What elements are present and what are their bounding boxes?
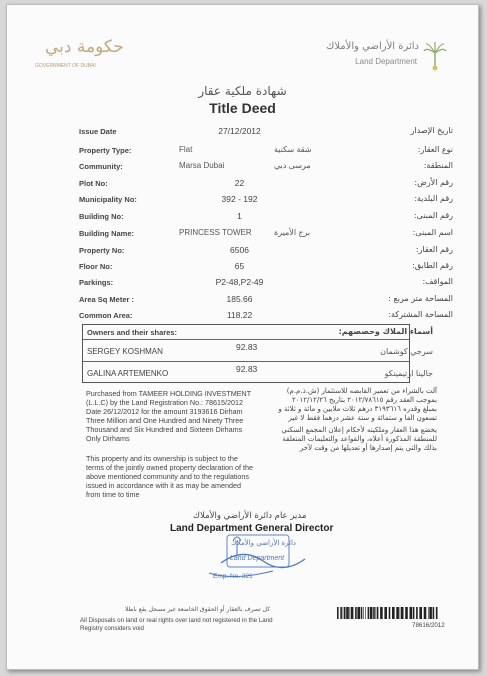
owner-share: 92.83 [236, 342, 258, 352]
owners-box [82, 324, 433, 383]
land-department-logo [307, 39, 457, 79]
field-row [79, 227, 453, 241]
barcode-bar [384, 607, 387, 619]
field-value: P2-48,P2-49 [215, 277, 264, 287]
field-value: 27/12/2012 [218, 126, 261, 136]
owners-divider [83, 339, 409, 340]
barcode-bar [401, 607, 404, 619]
owner-name: GALINA ARTEMENKO [87, 369, 169, 378]
field-row [79, 210, 453, 224]
barcode-bar [413, 607, 415, 619]
field-value: Flat [179, 145, 193, 154]
page-title: Title Deed [209, 100, 276, 116]
field-label-arabic: المساحة المشتركة: [388, 310, 453, 319]
barcode-bar [377, 607, 379, 619]
barcode-bar [405, 607, 408, 619]
director-title: Land Department General Director [170, 523, 334, 534]
field-row [79, 244, 453, 258]
barcode-bar [389, 607, 391, 619]
barcode-bar [416, 607, 418, 619]
subject-statement: This property and its ownership is subject to the terms of the jointly owned property declaration of the above mentioned community and to the regulations issued in accordance with it as may be amended from time to time [86, 454, 254, 499]
barcode-bar [380, 607, 383, 619]
field-label-arabic: رقم العقار: [415, 245, 453, 254]
logo-subtitle: GOVERNMENT OF DUBAI [35, 63, 96, 69]
barcode-bar [410, 607, 413, 619]
field-label-arabic: رقم المبنى: [413, 211, 453, 220]
field-row [79, 177, 453, 191]
field-label: Common Area: [79, 311, 133, 320]
barcode-bar [363, 607, 364, 619]
field-row [79, 125, 453, 139]
barcode-bar [424, 607, 427, 619]
barcode-icon [337, 607, 439, 619]
barcode-bar [376, 607, 377, 619]
land-department-english: Land Department [355, 57, 417, 66]
barcode-bar [340, 607, 342, 619]
field-label-arabic: رقم الطابق: [412, 261, 453, 270]
field-label: Property Type: [79, 146, 132, 155]
field-value: PRINCESS TOWER [179, 228, 252, 237]
field-label: Municipality No: [79, 195, 137, 204]
field-value: 65 [234, 261, 245, 271]
field-label: Building Name: [79, 229, 135, 238]
barcode-bar [433, 607, 435, 619]
owners-divider [83, 361, 409, 362]
field-value: 1 [237, 211, 242, 221]
field-row [79, 144, 453, 158]
field-label-arabic: المواقف: [422, 277, 453, 286]
barcode-bar [370, 607, 373, 619]
field-label: Issue Date [79, 127, 117, 136]
owner-name-arabic: سرجي كوشمان [380, 347, 433, 356]
field-value: 6506 [230, 245, 249, 255]
government-of-dubai-logo [35, 35, 130, 77]
barcode-bar [343, 607, 344, 619]
official-stamp [203, 533, 313, 588]
barcode-bar [346, 607, 349, 619]
field-value: 118.22 [226, 310, 253, 320]
barcode-bar [400, 607, 401, 619]
field-label-arabic: نوع العقار: [417, 145, 453, 154]
disclaimer-arabic: كل تصرف بالعقار أو الحقوق الخاضعة غير مسجل يقع باطلا [125, 606, 271, 613]
stamp-employee-number: Emp. No. 321 [213, 573, 253, 580]
field-value: 392 - 192 [221, 194, 258, 204]
barcode-bar [350, 607, 351, 619]
field-value: Marsa Dubai [179, 161, 225, 170]
barcode-bar [337, 607, 339, 619]
purchase-statement-arabic: آلت بالشراء من تعمير القابضه للاستثمار (ش.ذ.م.م) بموجب العقد رقم ٢٠١٢/٧٨٦١٥ بتاريخ ٢٠١٢/١٢/٢٦ بمبلغ وقدره ٣١٩٣٦١٦ درهم ثلاث ملايين و مائة و ثلاثة و تسعون الفا و ستمائة و ستة عشر درهما فقط لا غير [278, 387, 437, 422]
field-row [79, 276, 453, 290]
field-label: Floor No: [79, 262, 113, 271]
title-arabic: شهادة ملكية عقار [198, 84, 287, 98]
field-label: Area Sq Meter : [79, 295, 135, 304]
field-value: 22 [234, 178, 245, 188]
field-label: Property No: [79, 246, 125, 255]
field-label: Community: [79, 162, 123, 171]
field-label-arabic: تاريخ الإصدار [410, 126, 453, 135]
barcode-bar [428, 607, 429, 619]
barcode-number: 78616/2012 [412, 622, 445, 629]
field-label: Building No: [79, 212, 124, 221]
owner-share: 92.83 [236, 364, 258, 374]
stamp-arabic: دائرة الأراضي والأملاك [231, 539, 297, 547]
barcode-bar [357, 607, 360, 619]
field-value-arabic: مرسى دبي [274, 161, 311, 170]
barcode-bar [429, 607, 432, 619]
field-label-arabic: رقم الأرض: [414, 178, 453, 187]
logo-arabic-script: حكومة دبي [45, 37, 124, 57]
field-label-arabic: رقم البلدية: [414, 194, 453, 203]
field-row [79, 260, 453, 274]
owner-name: SERGEY KOSHMAN [87, 347, 163, 356]
land-department-arabic: دائرة الأراضي والأملاك [326, 41, 419, 52]
field-value: 185.66 [226, 294, 253, 304]
director-title-arabic: مدير عام دائرة الأراضي والأملاك [193, 511, 307, 521]
barcode-bar [344, 607, 346, 619]
purchase-statement: Purchased from TAMEER HOLDING INVESTMENT (L.L.C) by the Land Registration No.: 78615/2012 Date 26/12/2012 for the amount 3193616 Dirham Three Million and One Hundred and Ninety Three Thousand and Six Hundred and Sixteen Dirhams Only Dirhams [86, 389, 251, 443]
barcode-bar [368, 607, 370, 619]
field-row [79, 160, 453, 174]
subject-statement-arabic: يخضع هذا العقار وملكيته لأحكام إعلان المجمع السكني للمنطقة المذكورة أعلاه، والقواعد والتعليمات المتعلقة بذلك والتي يتم إصدارها أو تعديلها من وقت لآخر [281, 426, 437, 452]
barcode-bar [396, 607, 399, 619]
field-row [79, 309, 453, 323]
stamp-english: Land Department [230, 555, 285, 562]
palm-tree-icon [423, 41, 447, 71]
field-label-arabic: اسم المبنى: [412, 228, 453, 237]
barcode-bar [365, 607, 366, 619]
barcode-bar [355, 607, 357, 619]
field-row [79, 293, 453, 307]
disclaimer: All Disposals on land or real rights over land not registered in the Land Registry considers void [80, 617, 273, 632]
barcode-bar [392, 607, 395, 619]
barcode-bar [419, 607, 422, 619]
field-label: Parkings: [79, 278, 114, 287]
field-label-arabic: المنطقة: [423, 161, 453, 170]
barcode-bar [361, 607, 363, 619]
field-value-arabic: برج الأميرة [274, 228, 311, 237]
owners-heading-arabic: أسماء الملاك وحصصهم: [338, 327, 433, 336]
owners-heading: Owners and their shares: [87, 328, 178, 337]
field-value-arabic: شقة سكنية [274, 145, 312, 154]
barcode-bar [351, 607, 354, 619]
title-deed-document [6, 4, 479, 670]
barcode-bar [436, 607, 438, 619]
field-row [79, 193, 453, 207]
barcode-bar [373, 607, 375, 619]
owner-name-arabic: جالينا ارتيمينكو [384, 369, 433, 378]
field-label: Plot No: [79, 179, 108, 188]
field-label-arabic: المساحة متر مربع : [388, 294, 453, 303]
